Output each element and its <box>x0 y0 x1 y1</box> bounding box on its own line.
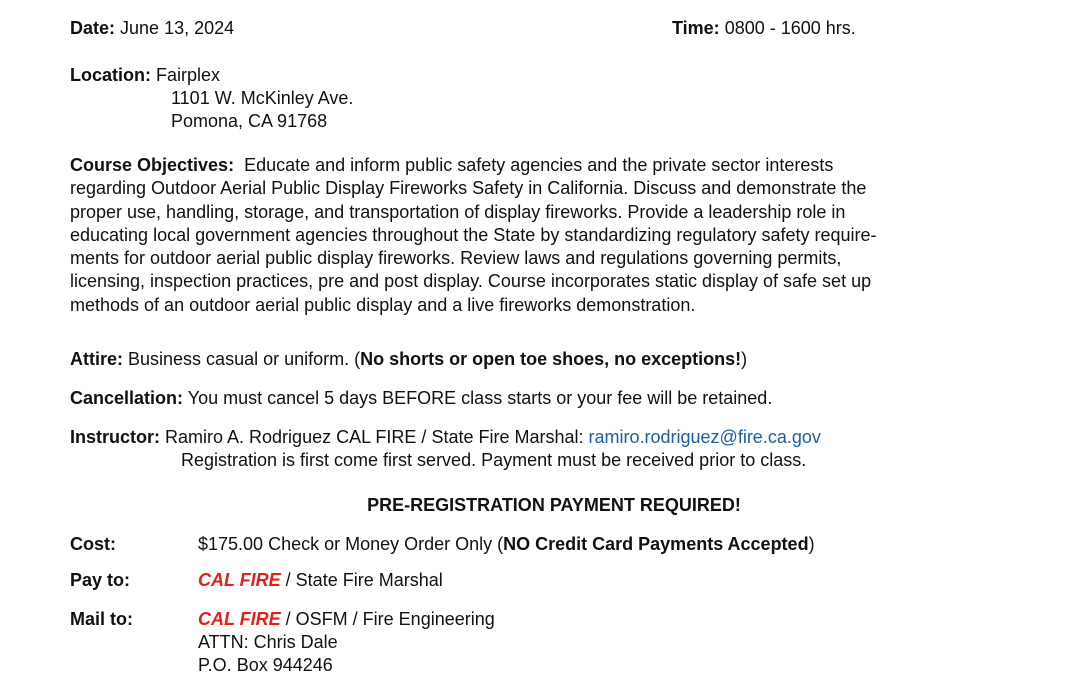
mailto-attn: ATTN: Chris Dale <box>198 632 338 652</box>
payto-row: CAL FIRE / State Fire Marshal <box>198 570 443 590</box>
location-line-3: Pomona, CA 91768 <box>171 111 328 131</box>
objectives-label: Course Objectives: <box>70 155 235 175</box>
cost-text: $175.00 Check or Money Order Only ( <box>198 534 504 554</box>
mailto-row: CAL FIRE / OSFM / Fire Engineering <box>198 609 495 629</box>
attire-row: Attire: Business casual or uniform. (No shorts or open toe shoes, no exceptions!) <box>70 349 748 369</box>
instructor-label: Instructor: <box>70 427 160 447</box>
instructor-email-link[interactable]: ramiro.rodriguez@fire.ca.gov <box>588 427 821 447</box>
location-line-2: 1101 W. McKinley Ave. <box>171 88 354 108</box>
location-line-1: Fairplex <box>156 65 221 85</box>
instructor-row <box>70 426 821 448</box>
objectives-line: educating local government agencies throughout the State by standardizing regulatory safety require- <box>70 224 877 245</box>
date-label: Date: <box>70 18 116 38</box>
time-value: 0800 - 1600 hrs. <box>724 18 856 38</box>
cost-row: $175.00 Check or Money Order Only (NO Credit Card Payments Accepted) <box>198 534 815 554</box>
cost-label: Cost: <box>70 534 116 554</box>
cropped-top-line <box>330 0 780 4</box>
cancellation-row <box>70 387 772 409</box>
objectives-line: methods of an outdoor aerial public display and a live fireworks demonstration. <box>70 294 696 315</box>
cancellation-label: Cancellation: <box>70 388 184 408</box>
objectives-line: Course Objectives: Educate and inform public safety agencies and the private sector interests <box>70 155 834 175</box>
mailto-label: Mail to: <box>70 609 133 629</box>
objectives-line: regarding Outdoor Aerial Public Display Fireworks Safety in California. Discuss and demonstrate the <box>70 178 867 199</box>
time-row <box>672 17 856 39</box>
registration-note: Registration is first come first served. Payment must be received prior to class. <box>181 450 807 470</box>
time-label: Time: <box>672 18 720 38</box>
objectives-line: proper use, handling, storage, and transportation of display fireworks. Provide a leadership role in <box>70 201 846 222</box>
date-value: June 13, 2024 <box>120 18 235 38</box>
payto-calfire: CAL FIRE <box>198 570 281 590</box>
instructor-text: Ramiro A. Rodriguez CAL FIRE / State Fire Marshal: <box>165 427 589 447</box>
mailto-pobox: P.O. Box 944246 <box>198 655 333 675</box>
attire-label: Attire: <box>70 349 123 369</box>
location-row <box>70 64 220 86</box>
objectives-line: ments for outdoor aerial public display fireworks. Review laws and regulations governing permits, <box>70 248 842 269</box>
payto-label: Pay to: <box>70 570 131 590</box>
attire-warning: No shorts or open toe shoes, no exceptions! <box>360 349 742 369</box>
cost-no-credit: NO Credit Card Payments Accepted <box>503 534 809 554</box>
cancellation-text: You must cancel 5 days BEFORE class starts or your fee will be retained. <box>187 388 773 408</box>
location-label: Location: <box>70 65 151 85</box>
objectives-line: licensing, inspection practices, pre and post display. Course incorporates static display of safe set up <box>70 271 872 292</box>
date-row <box>70 17 234 39</box>
course-objectives <box>70 154 1020 317</box>
mailto-calfire: CAL FIRE <box>198 609 281 629</box>
prereg-heading: PRE-REGISTRATION PAYMENT REQUIRED! <box>367 495 741 515</box>
